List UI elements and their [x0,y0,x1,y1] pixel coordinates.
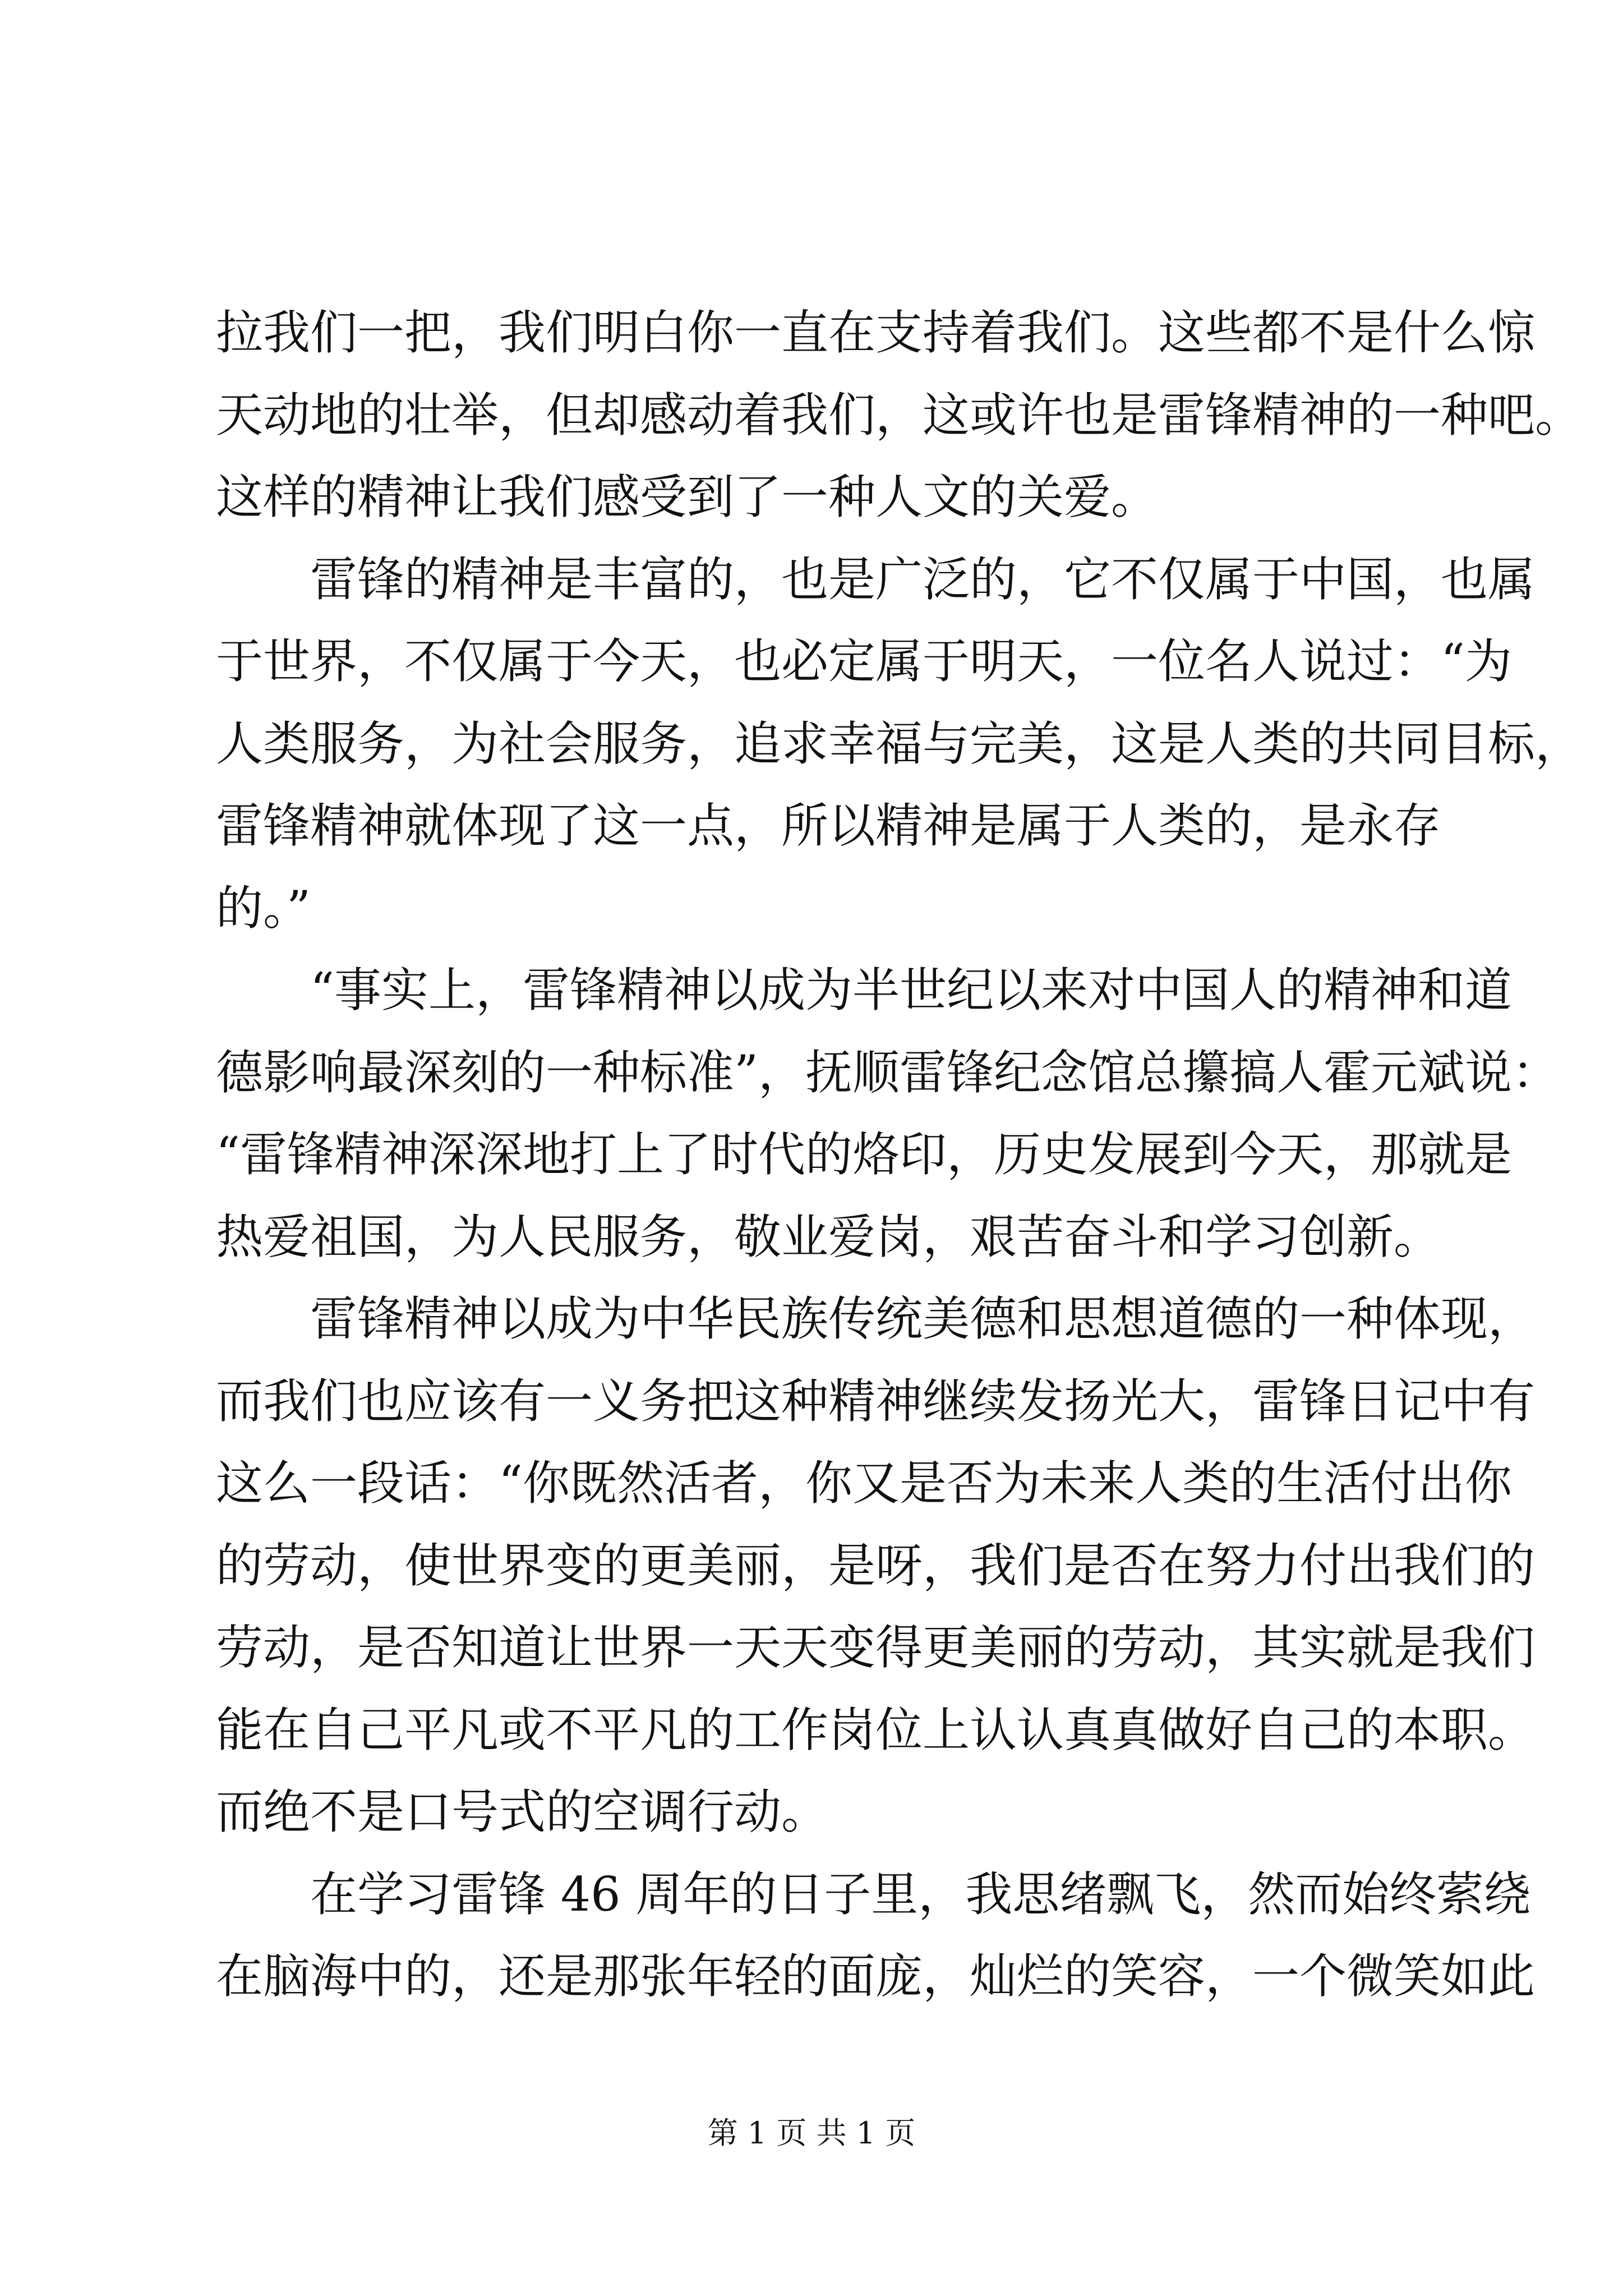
text-line: 这么一段话：“你既然活者，你又是否为未来人类的生活付出你 [216,1456,1512,1511]
text-line: 雷锋精神就体现了这一点，所以精神是属于人类的，是永存 [216,798,1441,853]
text-line: 人类服务，为社会服务，追求幸福与完美，这是人类的共同目标， [216,716,1583,771]
page-number-footer: 第 1 页 共 1 页 [707,2115,916,2151]
text-line: 能在自己平凡或不平凡的工作岗位上认认真真做好自己的本职。 [216,1702,1536,1757]
text-line: 雷锋精神以成为中华民族传统美德和思想道德的一种体现， [310,1291,1536,1346]
text-line: 而我们也应该有一义务把这种精神继续发扬光大，雷锋日记中有 [216,1373,1536,1429]
body-text [216,292,1583,2018]
text-line: 热爱祖国，为人民服务，敬业爱岗，艰苦奋斗和学习创新。 [216,1209,1441,1264]
text-line: 德影响最深刻的一种标准”，抚顺雷锋纪念馆总攥搞人霍元斌说： [216,1045,1559,1100]
text-line: 而绝不是口号式的空调行动。 [216,1784,829,1839]
text-line: “事实上，雷锋精神以成为半世纪以来对中国人的精神和道 [310,963,1512,1018]
text-line: 的劳动，使世界变的更美丽，是呀，我们是否在努力付出我们的 [216,1538,1536,1593]
text-line: 天动地的壮举，但却感动着我们，这或许也是雷锋精神的一种吧。 [216,387,1583,443]
text-line: 在脑海中的，还是那张年轻的面庞，灿烂的笑容，一个微笑如此 [216,1949,1536,2004]
text-line: 拉我们一把，我们明白你一直在支持着我们。这些都不是什么惊 [216,305,1536,360]
text-line: 于世界，不仅属于今天，也必定属于明天，一位名人说过：“为 [216,634,1512,689]
text-line: 这样的精神让我们感受到了一种人文的关爱。 [216,470,1159,524]
text-line: 的。” [216,880,311,936]
text-line: 劳动，是否知道让世界一天天变得更美丽的劳动，其实就是我们 [216,1620,1536,1675]
text-line: “雷锋精神深深地打上了时代的烙印，历史发展到今天，那就是 [216,1127,1512,1182]
text-line: 在学习雷锋 46 周年的日子里，我思绪飘飞，然而始终萦绕 [310,1866,1531,1922]
text-line: 雷锋的精神是丰富的，也是广泛的，它不仅属于中国，也属 [310,551,1536,607]
